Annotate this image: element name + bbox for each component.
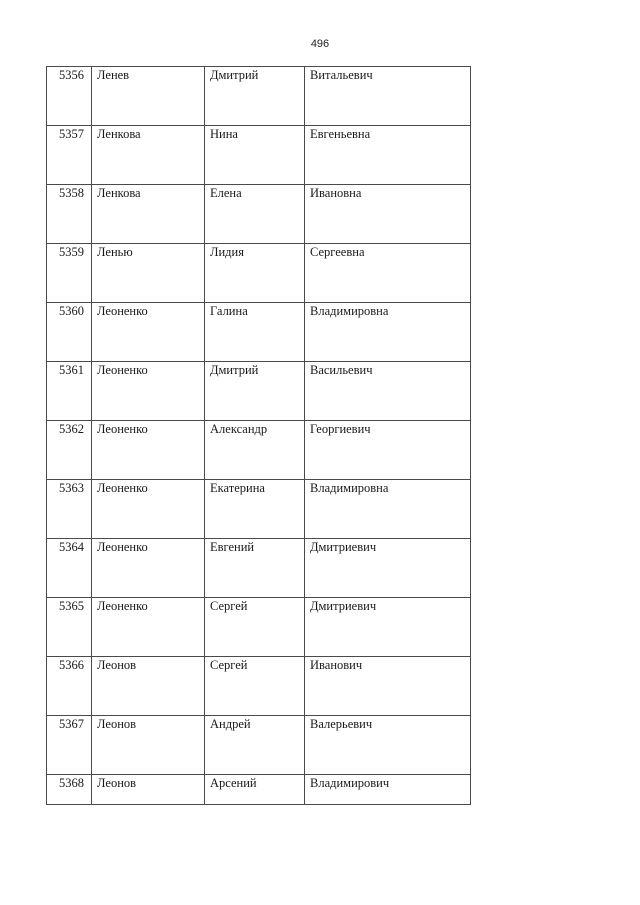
record-number-cell: 5365	[47, 598, 92, 657]
record-number-cell: 5361	[47, 362, 92, 421]
registry-table-body	[47, 67, 471, 805]
first-name-cell: Лидия	[205, 244, 305, 303]
record-number-cell: 5359	[47, 244, 92, 303]
first-name-cell: Нина	[205, 126, 305, 185]
record-number-cell: 5367	[47, 716, 92, 775]
record-number-cell: 5368	[47, 775, 92, 805]
first-name-cell: Андрей	[205, 716, 305, 775]
patronymic-cell: Дмитриевич	[305, 539, 471, 598]
patronymic-cell: Владимировна	[305, 303, 471, 362]
table-row	[47, 480, 471, 539]
last-name-cell: Ленев	[92, 67, 205, 126]
table-row	[47, 185, 471, 244]
last-name-cell: Леоненко	[92, 539, 205, 598]
patronymic-cell: Дмитриевич	[305, 598, 471, 657]
last-name-cell: Леоненко	[92, 598, 205, 657]
last-name-cell: Леонов	[92, 657, 205, 716]
first-name-cell: Дмитрий	[205, 67, 305, 126]
patronymic-cell: Валерьевич	[305, 716, 471, 775]
first-name-cell: Екатерина	[205, 480, 305, 539]
first-name-cell: Сергей	[205, 598, 305, 657]
last-name-cell: Леоненко	[92, 480, 205, 539]
patronymic-cell: Евгеньевна	[305, 126, 471, 185]
first-name-cell: Александр	[205, 421, 305, 480]
table-row	[47, 421, 471, 480]
table-row	[47, 716, 471, 775]
last-name-cell: Ленью	[92, 244, 205, 303]
table-row	[47, 775, 471, 805]
table-row	[47, 598, 471, 657]
table-row	[47, 67, 471, 126]
patronymic-cell: Васильевич	[305, 362, 471, 421]
table-row	[47, 126, 471, 185]
table-row	[47, 244, 471, 303]
table-row	[47, 303, 471, 362]
record-number-cell: 5358	[47, 185, 92, 244]
last-name-cell: Леонов	[92, 716, 205, 775]
patronymic-cell: Владимировна	[305, 480, 471, 539]
last-name-cell: Леоненко	[92, 303, 205, 362]
table-row	[47, 539, 471, 598]
last-name-cell: Леоненко	[92, 362, 205, 421]
record-number-cell: 5363	[47, 480, 92, 539]
patronymic-cell: Георгиевич	[305, 421, 471, 480]
registry-table	[46, 66, 471, 805]
first-name-cell: Сергей	[205, 657, 305, 716]
last-name-cell: Ленкова	[92, 185, 205, 244]
first-name-cell: Дмитрий	[205, 362, 305, 421]
record-number-cell: 5366	[47, 657, 92, 716]
patronymic-cell: Иванович	[305, 657, 471, 716]
first-name-cell: Арсений	[205, 775, 305, 805]
record-number-cell: 5362	[47, 421, 92, 480]
patronymic-cell: Витальевич	[305, 67, 471, 126]
last-name-cell: Леонов	[92, 775, 205, 805]
record-number-cell: 5356	[47, 67, 92, 126]
record-number-cell: 5360	[47, 303, 92, 362]
record-number-cell: 5364	[47, 539, 92, 598]
first-name-cell: Евгений	[205, 539, 305, 598]
last-name-cell: Леоненко	[92, 421, 205, 480]
patronymic-cell: Сергеевна	[305, 244, 471, 303]
table-row	[47, 362, 471, 421]
table-row	[47, 657, 471, 716]
first-name-cell: Елена	[205, 185, 305, 244]
record-number-cell: 5357	[47, 126, 92, 185]
patronymic-cell: Владимирович	[305, 775, 471, 805]
first-name-cell: Галина	[205, 303, 305, 362]
last-name-cell: Ленкова	[92, 126, 205, 185]
page-number: 496	[310, 38, 330, 50]
patronymic-cell: Ивановна	[305, 185, 471, 244]
